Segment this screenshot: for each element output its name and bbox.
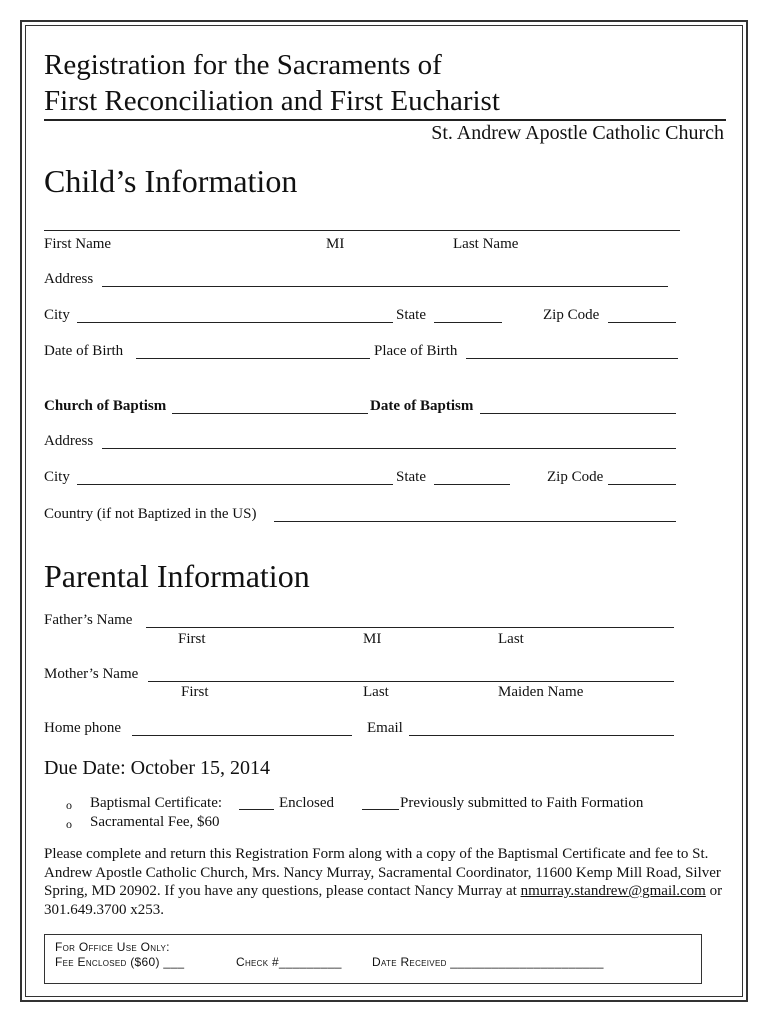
- office-use-box: [44, 934, 702, 984]
- address-label: Address: [44, 271, 94, 287]
- fathers-name-field[interactable]: [146, 627, 674, 628]
- bullet-icon: o: [66, 798, 72, 812]
- state-field[interactable]: [434, 322, 502, 323]
- mother-last-label: Last: [363, 684, 389, 700]
- baptism-address-field[interactable]: [102, 448, 676, 449]
- zip-label: Zip Code: [543, 307, 600, 323]
- baptism-city-label: City: [44, 469, 70, 485]
- baptism-zip-field[interactable]: [608, 484, 676, 485]
- home-phone-label: Home phone: [44, 720, 122, 736]
- date-of-birth-label: Date of Birth: [44, 343, 124, 359]
- parental-information-heading: Parental Information: [44, 558, 310, 594]
- city-field[interactable]: [77, 322, 393, 323]
- child-name-field[interactable]: [44, 230, 680, 231]
- instructions-text: Please complete and return this Registration Form along with a copy of the Baptismal Certificate and fee to St. Andrew Apostle Catholic Church, Mrs. Nancy Murray, Sacramental Coordinator, 11600 Kemp Mill Road, Silver Spring, MD 20902. If you have any questions, please contact Nancy Murray at: [44, 846, 721, 899]
- date-of-baptism-label: Date of Baptism: [370, 398, 474, 414]
- date-of-baptism-field[interactable]: [480, 413, 676, 414]
- bullet-icon: o: [66, 817, 72, 831]
- fee-enclosed-field[interactable]: Fee Enclosed ($60) ___: [55, 955, 185, 969]
- contact-email-link[interactable]: nmurray.standrew@gmail.com: [520, 883, 706, 899]
- first-name-label: First Name: [44, 236, 112, 252]
- place-of-birth-field[interactable]: [466, 358, 678, 359]
- title-rule: [44, 119, 726, 121]
- home-phone-field[interactable]: [132, 735, 352, 736]
- state-label: State: [396, 307, 426, 323]
- baptism-state-field[interactable]: [434, 484, 510, 485]
- fathers-name-label: Father’s Name: [44, 612, 133, 628]
- certificate-enclosed-field[interactable]: [239, 809, 274, 810]
- father-mi-label: MI: [363, 631, 382, 647]
- baptism-address-label: Address: [44, 433, 94, 449]
- email-label: Email: [367, 720, 403, 736]
- due-date: Due Date: October 15, 2014: [44, 757, 271, 779]
- office-use-title: For Office Use Only:: [55, 940, 170, 954]
- instructions-paragraph: [44, 845, 724, 919]
- check-number-field[interactable]: Check #_________: [236, 955, 342, 969]
- date-received-field[interactable]: Date Received ______________________: [372, 955, 604, 969]
- church-name: St. Andrew Apostle Catholic Church: [431, 122, 724, 144]
- baptism-city-field[interactable]: [77, 484, 393, 485]
- last-name-label: Last Name: [453, 236, 519, 252]
- form-title-line2: First Reconciliation and First Eucharist: [44, 85, 500, 117]
- baptism-state-label: State: [396, 469, 426, 485]
- father-last-label: Last: [498, 631, 524, 647]
- mothers-name-label: Mother’s Name: [44, 666, 139, 682]
- place-of-birth-label: Place of Birth: [374, 343, 458, 359]
- form-title-line1: Registration for the Sacraments of: [44, 49, 442, 81]
- date-of-birth-field[interactable]: [136, 358, 370, 359]
- instructions-tail: or 301.649.3700 x253.: [44, 883, 723, 918]
- mi-label: MI: [326, 236, 345, 252]
- certificate-enclosed-label: Enclosed: [279, 795, 334, 811]
- church-of-baptism-field[interactable]: [172, 413, 368, 414]
- father-first-label: First: [178, 631, 206, 647]
- email-field[interactable]: [409, 735, 674, 736]
- country-field[interactable]: [274, 521, 676, 522]
- country-label: Country (if not Baptized in the US): [44, 506, 257, 522]
- certificate-previous-field[interactable]: [362, 809, 399, 810]
- mother-first-label: First: [181, 684, 209, 700]
- city-label: City: [44, 307, 70, 323]
- certificate-previous-label: Previously submitted to Faith Formation: [400, 795, 644, 811]
- zip-field[interactable]: [608, 322, 676, 323]
- baptismal-certificate-label: Baptismal Certificate:: [90, 795, 223, 811]
- address-field[interactable]: [102, 286, 668, 287]
- church-of-baptism-label: Church of Baptism: [44, 398, 167, 414]
- mothers-name-field[interactable]: [148, 681, 674, 682]
- mother-maiden-name-label: Maiden Name: [498, 684, 584, 700]
- childs-information-heading: Child’s Information: [44, 163, 298, 199]
- sacramental-fee-label: Sacramental Fee, $60: [90, 814, 220, 830]
- baptism-zip-label: Zip Code: [547, 469, 604, 485]
